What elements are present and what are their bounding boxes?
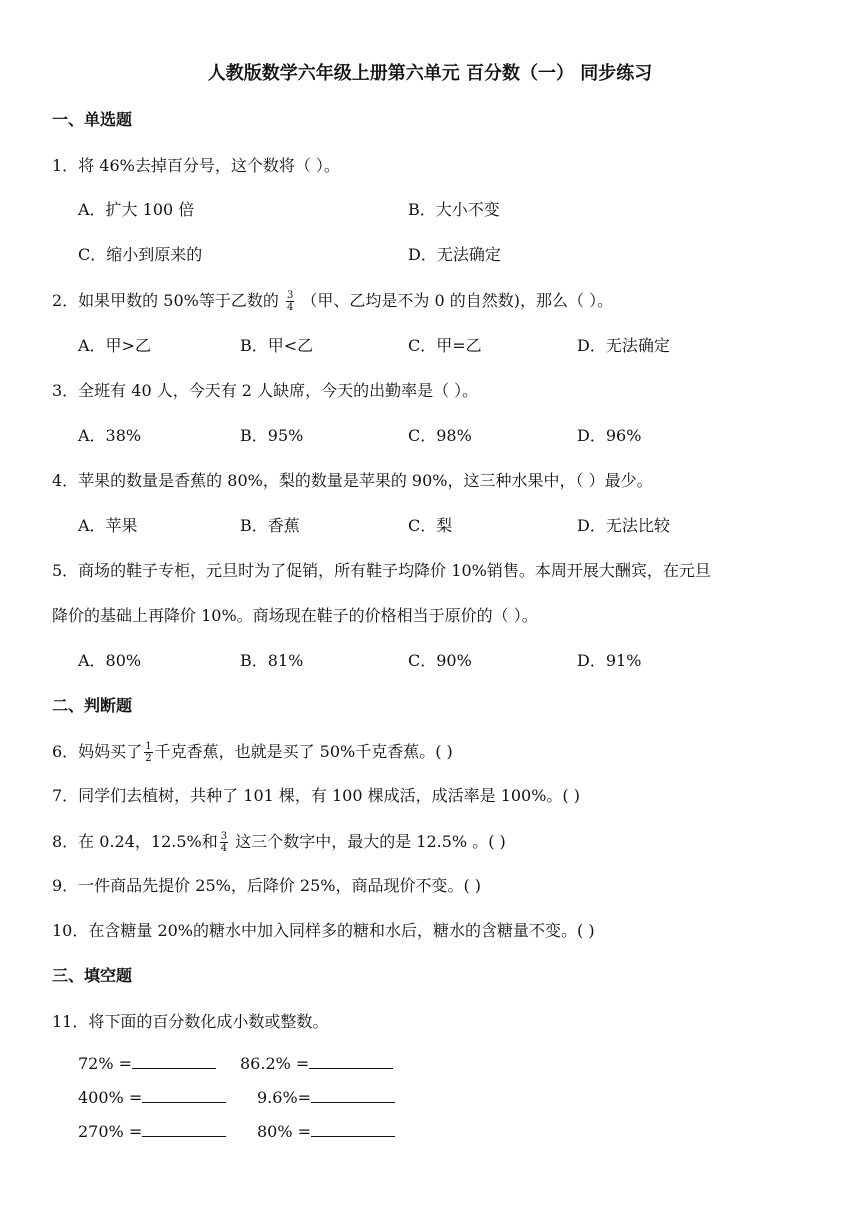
page-title: 人教版数学六年级上册第六单元 百分数（一） 同步练习 (207, 63, 653, 84)
section-heading-fill-in: 三、填空题 (52, 966, 133, 985)
question-6 (52, 741, 453, 764)
q8-text-post: 这三个数字中，最大的是 12.5% 。( ) (230, 832, 506, 851)
q4-option-d: D．无法比较 (577, 516, 670, 535)
q5-option-d: D．91% (577, 651, 642, 670)
q2-text-pre: 2．如果甲数的 50%等于乙数的 (52, 291, 279, 310)
conversion-label: 72% = (78, 1054, 133, 1073)
answer-blank[interactable] (142, 1120, 226, 1137)
q2-option-a: A．甲>乙 (78, 336, 151, 355)
q6-fraction (144, 741, 152, 764)
answer-blank[interactable] (311, 1086, 395, 1103)
answer-blank[interactable] (309, 1052, 393, 1069)
q4-option-b: B．香蕉 (240, 516, 300, 535)
q2-option-c: C．甲=乙 (408, 336, 482, 355)
q6-frac-denominator: 2 (145, 753, 152, 764)
q2-frac-numerator: 3 (286, 290, 294, 301)
answer-blank[interactable] (142, 1086, 226, 1103)
question-3: 3．全班有 40 人，今天有 2 人缺席，今天的出勤率是（ ）。 (52, 381, 479, 400)
question-1: 1．将 46%去掉百分号，这个数将（ ）。 (52, 156, 340, 175)
answer-blank[interactable] (311, 1120, 395, 1137)
q6-text-pre: 6．妈妈买了 (52, 742, 143, 761)
answer-blank[interactable] (132, 1052, 216, 1069)
q1-option-b: B．大小不变 (408, 200, 500, 219)
q2-fraction (286, 290, 294, 313)
conversion-item (78, 1086, 226, 1108)
question-5-line-1: 5．商场的鞋子专柜，元旦时为了促销，所有鞋子均降价 10%销售。本周开展大酬宾，在元旦 (52, 561, 711, 580)
conversion-label: 9.6%= (257, 1088, 312, 1107)
q8-fraction (220, 831, 228, 854)
section-heading-true-false: 二、判断题 (52, 696, 133, 715)
question-10: 10．在含糖量 20%的糖水中加入同样多的糖和水后，糖水的含糖量不变。( ) (52, 921, 595, 940)
q2-text-post: （甲、乙均是不为 0 的自然数)，那么（ ）。 (301, 291, 614, 310)
q3-option-c: C．98% (408, 426, 472, 445)
question-2 (52, 290, 613, 313)
conversion-label: 86.2% = (240, 1054, 310, 1073)
question-9: 9．一件商品先提价 25%，后降价 25%，商品现价不变。( ) (52, 876, 482, 895)
q3-option-a: A．38% (78, 426, 142, 445)
question-8 (52, 831, 506, 854)
q3-option-d: D．96% (577, 426, 642, 445)
q2-frac-denominator: 4 (286, 302, 294, 313)
section-heading-single-choice: 一、单选题 (52, 110, 133, 129)
q5-option-c: C．90% (408, 651, 472, 670)
conversion-item (240, 1052, 393, 1074)
q8-frac-numerator: 3 (220, 831, 228, 842)
conversion-label: 270% = (78, 1122, 143, 1141)
q6-text-post: 千克香蕉，也就是买了 50%千克香蕉。( ) (154, 742, 453, 761)
q1-option-c: C．缩小到原来的 (78, 245, 203, 264)
conversion-label: 400% = (78, 1088, 143, 1107)
conversion-item (78, 1120, 226, 1142)
q3-option-b: B．95% (240, 426, 304, 445)
conversion-item (78, 1052, 216, 1074)
conversion-label: 80% = (257, 1122, 312, 1141)
q4-option-a: A．苹果 (78, 516, 138, 535)
q2-option-d: D．无法确定 (577, 336, 670, 355)
conversion-item (257, 1086, 395, 1108)
q4-option-c: C．梨 (408, 516, 453, 535)
conversion-item (257, 1120, 395, 1142)
question-5-line-2: 降价的基础上再降价 10%。商场现在鞋子的价格相当于原价的（ ）。 (52, 606, 538, 625)
q8-frac-denominator: 4 (220, 843, 228, 854)
question-11: 11．将下面的百分数化成小数或整数。 (52, 1012, 329, 1031)
q6-frac-numerator: 1 (145, 741, 152, 752)
q5-option-b: B．81% (240, 651, 304, 670)
q8-text-pre: 8．在 0.24，12.5%和 (52, 832, 218, 851)
question-7: 7．同学们去植树，共种了 101 棵，有 100 棵成活，成活率是 100%。( ) (52, 786, 581, 805)
q1-option-d: D．无法确定 (408, 245, 501, 264)
q5-option-a: A．80% (78, 651, 142, 670)
q1-option-a: A．扩大 100 倍 (78, 200, 195, 219)
q2-option-b: B．甲<乙 (240, 336, 314, 355)
question-4: 4．苹果的数量是香蕉的 80%，梨的数量是苹果的 90%，这三种水果中，（ ）最少。 (52, 471, 653, 490)
